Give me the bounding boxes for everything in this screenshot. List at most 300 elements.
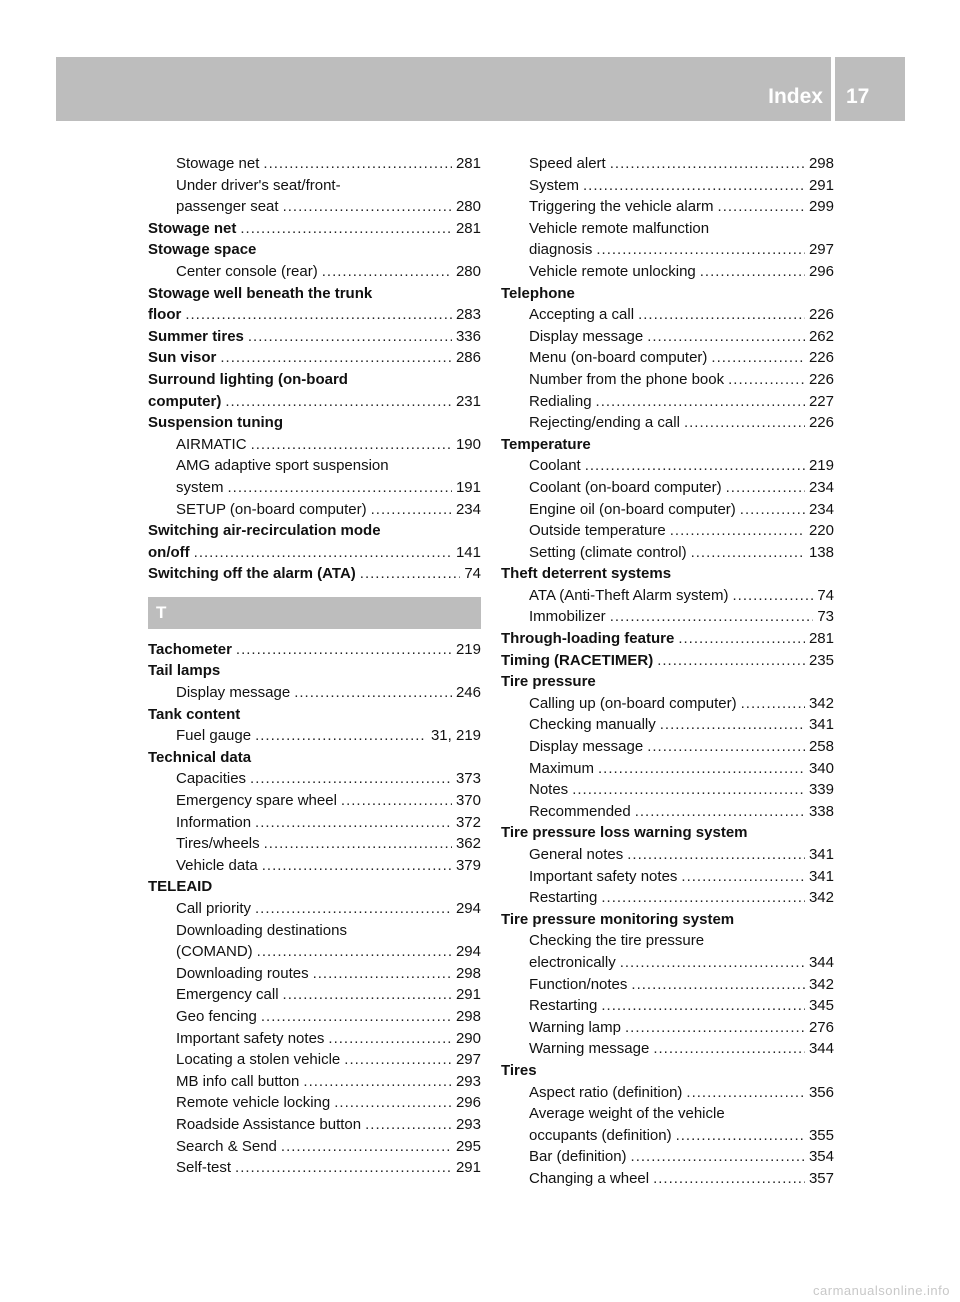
dot-leader [365,1114,452,1136]
page-reference-link[interactable]: 226 [808,414,834,432]
index-subentry[interactable] [148,833,481,855]
index-subentry[interactable] [148,1028,481,1050]
entry-label: Summer tires [148,327,244,345]
dot-leader [371,499,452,521]
index-entry[interactable] [148,639,481,661]
index-subentry[interactable] [501,801,834,823]
dot-leader [251,434,452,456]
index-subentry[interactable] [148,1136,481,1158]
dot-leader [686,1082,805,1104]
entry-label: Search & Send [176,1137,277,1155]
index-subentry[interactable] [148,196,481,218]
dot-leader [601,995,805,1017]
index-subentry[interactable] [501,520,834,542]
dot-leader [263,153,452,175]
index-subentry[interactable] [501,175,834,197]
dot-leader [334,1092,452,1114]
index-subentry[interactable] [148,1157,481,1179]
page-reference-link[interactable]: 141 [455,543,481,561]
entry-label: System [529,176,580,194]
page-reference-link[interactable]: 280 [455,262,481,280]
entry-label: Locating a stolen vehicle [176,1051,341,1069]
index-subentry[interactable] [501,369,834,391]
dot-leader [726,477,805,499]
page-reference-link[interactable]: 296 [455,1094,481,1112]
page-reference-link[interactable]: 298 [808,155,834,172]
dot-leader [647,326,805,348]
header-divider [831,57,835,121]
dot-leader [635,801,805,823]
index-entry[interactable] [148,218,481,240]
entry-label: Theft deterrent systems [501,565,672,583]
index-entry[interactable] [148,563,481,585]
entry-label: Tank content [148,705,241,723]
entry-label: Display message [176,684,291,702]
entry-label: Speed alert [529,155,606,172]
dot-leader [596,239,805,261]
page-reference-link[interactable]: 281 [808,630,834,648]
entry-label: on/off [148,543,190,561]
dot-leader [220,347,452,369]
index-entry [148,704,481,726]
page-reference-link[interactable]: 356 [808,1083,834,1101]
entry-label: Aspect ratio (definition) [529,1083,683,1101]
index-entry[interactable] [148,347,481,369]
index-entry [148,239,481,261]
page-reference-link[interactable]: 296 [808,262,834,280]
index-subentry[interactable] [148,153,481,175]
index-subentry[interactable] [501,304,834,326]
page-reference-link[interactable]: 355 [808,1126,834,1144]
index-subentry[interactable] [501,606,834,628]
page-reference-link[interactable]: 299 [808,198,834,216]
entry-label: Tires [501,1061,537,1079]
dot-leader [684,412,805,434]
entry-label: Switching air-recirculation mode [148,522,381,540]
page-reference-link[interactable]: 190 [455,435,481,453]
dot-leader [601,887,805,909]
index-entry [148,660,481,682]
page-reference-link[interactable]: 372 [455,813,481,831]
index-subentry[interactable] [148,812,481,834]
index-subentry[interactable] [501,391,834,413]
entry-label: Tail lamps [148,662,221,680]
page-reference-link[interactable]: 73 [817,608,834,626]
page-reference-link[interactable]: 293 [455,1072,481,1090]
index-subentry[interactable] [148,499,481,521]
entry-label: Triggering the vehicle alarm [529,198,714,216]
index-subentry[interactable] [148,941,481,963]
page-reference-link[interactable]: 226 [808,306,834,324]
entry-label: Checking the tire pressure [529,932,705,950]
index-entry [148,747,481,769]
dot-leader [653,1038,805,1060]
entry-label: Average weight of the vehicle [529,1105,725,1123]
dot-leader [360,563,461,585]
index-subentry[interactable] [148,768,481,790]
entry-label: Stowage net [148,219,237,237]
index-subentry[interactable] [501,779,834,801]
entry-label: Checking manually [529,716,656,734]
entry-label: Emergency spare wheel [176,792,337,810]
page-reference-link[interactable]: 297 [808,241,834,259]
page-reference-link[interactable]: 298 [455,1007,481,1025]
entry-label: Display message [529,327,644,345]
index-subentry[interactable] [501,736,834,758]
page-reference-link[interactable]: 276 [808,1018,834,1036]
dot-leader [660,714,805,736]
index-subentry[interactable] [148,682,481,704]
dot-leader [240,218,452,240]
index-subentry [501,930,834,952]
index-subentry[interactable] [501,887,834,909]
page-reference-link[interactable]: 246 [455,684,481,702]
dot-leader [322,261,452,283]
page-reference-link[interactable]: 231 [455,392,481,410]
index-subentry[interactable] [501,1017,834,1039]
index-entry[interactable] [501,628,834,650]
index-entry [501,909,834,931]
entry-label: Bar (definition) [529,1148,627,1166]
entry-label: Geo fencing [176,1007,257,1025]
page-reference-link[interactable]: 297 [455,1051,481,1069]
entry-label: Technical data [148,748,252,766]
index-entry [148,369,481,391]
dot-leader [264,833,452,855]
page-reference-link[interactable]: 354 [808,1148,834,1166]
entry-label: ATA (Anti-Theft Alarm system) [529,586,729,604]
page-reference-link[interactable]: 235 [808,651,834,669]
index-subentry[interactable] [501,412,834,434]
entry-label: Warning message [529,1040,650,1058]
index-entry [501,434,834,456]
entry-label: Vehicle remote unlocking [529,262,696,280]
page-reference-link[interactable]: 362 [455,835,481,853]
page-reference-link[interactable]: 379 [455,856,481,874]
page-reference-link[interactable]: 339 [808,781,834,799]
dot-leader [631,974,805,996]
index-entry[interactable] [148,391,481,413]
page-reference-link[interactable]: 74 [464,565,481,583]
entry-label: Restarting [529,997,598,1015]
page-reference-link[interactable]: 262 [808,327,834,345]
page-reference-link[interactable]: 191 [455,478,481,496]
dot-leader [676,1125,805,1147]
page-reference-link[interactable]: 290 [455,1029,481,1047]
index-subentry[interactable] [501,952,834,974]
page-reference-link[interactable]: 344 [808,953,834,971]
entry-label: Timing (RACETIMER) [501,651,654,669]
index-subentry[interactable] [501,326,834,348]
dot-leader [596,391,805,413]
index-subentry[interactable] [501,261,834,283]
page-reference-link[interactable]: 370 [455,792,481,810]
page-reference-link[interactable]: 291 [808,176,834,194]
entry-label: Through-loading feature [501,630,675,648]
page-reference-link[interactable]: 281 [455,219,481,237]
entry-label: Stowage well beneath the trunk [148,284,373,302]
dot-leader [255,725,427,747]
index-subentry[interactable] [148,790,481,812]
page-reference-link[interactable]: 341 [808,846,834,863]
entry-label: Switching off the alarm (ATA) [148,565,356,583]
index-subentry[interactable] [501,239,834,261]
entry-label: MB info call button [176,1072,300,1090]
dot-leader [250,768,452,790]
entry-label: Immobilizer [529,608,606,626]
entry-label: (COMAND) [176,943,253,961]
index-subentry[interactable] [501,153,834,175]
entry-label: Important safety notes [529,867,678,885]
entry-label: Restarting [529,889,598,907]
dot-leader [627,844,805,866]
entry-label: Vehicle remote malfunction [529,219,710,237]
dot-leader [638,304,805,326]
page-reference-link[interactable]: 234 [808,500,834,518]
index-subentry[interactable] [148,1049,481,1071]
index-subentry[interactable] [501,844,834,866]
page-reference-link[interactable]: 298 [455,964,481,982]
dot-leader [631,1146,805,1168]
index-subentry[interactable] [148,477,481,499]
index-entry [501,563,834,585]
dot-leader [261,1006,452,1028]
entry-label: Important safety notes [176,1029,325,1047]
index-entry[interactable] [148,542,481,564]
entry-label: Recommended [529,802,631,820]
entry-label: Number from the phone book [529,370,725,388]
dot-leader [740,499,805,521]
index-subentry[interactable] [148,261,481,283]
index-subentry[interactable] [501,995,834,1017]
index-subentry[interactable] [501,196,834,218]
index-entry[interactable] [148,304,481,326]
index-subentry[interactable] [148,963,481,985]
dot-leader [255,898,452,920]
entry-label: Tire pressure [501,673,596,691]
index-entry [148,283,481,305]
dot-leader [678,628,805,650]
entry-label: Calling up (on-board computer) [529,694,737,712]
page-reference-link[interactable]: 286 [455,349,481,367]
entry-label: Self-test [176,1159,232,1177]
index-subentry[interactable] [148,1006,481,1028]
dot-leader [647,736,805,758]
page-reference-link[interactable]: 280 [455,198,481,216]
index-subentry[interactable] [148,1071,481,1093]
dot-leader [583,175,805,197]
dot-leader [236,639,452,661]
page-reference-link[interactable]: 342 [808,975,834,993]
dot-leader [283,984,452,1006]
index-subentry[interactable] [148,1114,481,1136]
entry-label: General notes [529,846,624,863]
page-reference-link[interactable]: 227 [808,392,834,410]
page-reference-link[interactable]: 341 [808,716,834,734]
dot-leader [653,1168,805,1190]
entry-label: Coolant [529,457,581,475]
dot-leader [257,941,452,963]
page-reference-link[interactable]: 342 [808,889,834,907]
entry-label: Call priority [176,900,252,917]
entry-label: Stowage space [148,241,257,259]
index-subentry[interactable] [501,693,834,715]
dot-leader [294,682,452,704]
page-reference-link[interactable]: 295 [455,1137,481,1155]
index-subentry[interactable] [501,499,834,521]
index-subentry[interactable] [501,758,834,780]
index-subentry[interactable] [501,1168,834,1190]
index-entry [501,671,834,693]
index-subentry[interactable] [501,477,834,499]
entry-label: Downloading destinations [176,921,347,939]
dot-leader [711,347,805,369]
entry-label: Vehicle data [176,856,258,874]
index-subentry[interactable] [501,714,834,736]
entry-label: Suspension tuning [148,414,283,432]
index-subentry[interactable] [148,855,481,877]
index-subentry[interactable] [501,585,834,607]
page-reference-link[interactable]: 342 [808,694,834,712]
dot-leader [700,261,805,283]
page-reference-link[interactable]: 293 [455,1115,481,1133]
entry-label: Telephone [501,284,575,302]
entry-label: Warning lamp [529,1018,621,1036]
entry-label: Tire pressure loss warning system [501,824,748,842]
page-reference-link[interactable]: 226 [808,370,834,388]
index-entry[interactable] [148,326,481,348]
index-subentry[interactable] [148,984,481,1006]
dot-leader [657,650,805,672]
index-subentry [148,920,481,942]
index-subentry[interactable] [148,898,481,920]
entry-label: Menu (on-board computer) [529,349,708,367]
dot-leader [681,866,805,888]
page-reference-link[interactable]: 345 [808,997,834,1015]
index-entry [501,822,834,844]
index-subentry[interactable] [501,1146,834,1168]
index-subentry[interactable] [148,434,481,456]
page-reference-link[interactable]: 291 [455,1159,481,1177]
watermark: carmanualsonline.info [813,1283,950,1298]
index-subentry[interactable] [501,347,834,369]
dot-leader [185,304,452,326]
entry-label: Roadside Assistance button [176,1115,362,1133]
index-subentry[interactable] [501,866,834,888]
entry-label: computer) [148,392,222,410]
entry-label: Tire pressure monitoring system [501,910,735,928]
page-reference-link[interactable]: 338 [808,802,834,820]
page-reference-link[interactable]: 219 [455,640,481,658]
index-subentry[interactable] [148,1092,481,1114]
dot-leader [194,542,452,564]
page-reference-link[interactable]: 138 [808,543,834,561]
entry-label: Setting (climate control) [529,543,687,561]
dot-leader [248,326,452,348]
index-column-right [501,153,834,1190]
page-reference-link[interactable]: 31, 219 [430,727,481,745]
dot-leader [281,1136,452,1158]
page-reference-link[interactable]: 291 [455,986,481,1004]
entry-label: system [176,478,224,496]
page-reference-link[interactable]: 258 [808,738,834,756]
dot-leader [670,520,805,542]
entry-label: occupants (definition) [529,1126,672,1144]
entry-label: passenger seat [176,198,279,216]
entry-label: Capacities [176,770,247,788]
entry-label: Surround lighting (on-board [148,370,348,388]
page-reference-link[interactable]: 336 [455,327,481,345]
index-entry [148,520,481,542]
index-subentry[interactable] [501,455,834,477]
entry-label: Emergency call [176,986,279,1004]
dot-leader [718,196,805,218]
entry-label: Changing a wheel [529,1169,650,1187]
index-subentry[interactable] [501,1125,834,1147]
dot-leader [303,1071,452,1093]
entry-label: diagnosis [529,241,593,259]
page-reference-link[interactable]: 74 [817,586,834,604]
index-subentry[interactable] [148,725,481,747]
entry-label: Downloading routes [176,964,309,982]
dot-leader [585,455,805,477]
page-title: Index [768,85,823,108]
entry-label: TELEAID [148,878,213,896]
entry-label: AMG adaptive sport suspension [176,457,389,475]
dot-leader [732,585,813,607]
page-reference-link[interactable]: 219 [808,457,834,475]
page-reference-link[interactable]: 281 [455,155,481,172]
dot-leader [741,693,805,715]
index-subentry[interactable] [501,542,834,564]
entry-label: Remote vehicle locking [176,1094,331,1112]
page-reference-link[interactable]: 357 [808,1169,834,1187]
entry-label: Maximum [529,759,595,777]
index-entry[interactable] [501,650,834,672]
dot-leader [728,369,805,391]
dot-leader [344,1049,452,1071]
entry-label: Notes [529,781,569,799]
page-reference-link[interactable]: 220 [808,522,834,540]
page-reference-link[interactable]: 226 [808,349,834,367]
entry-label: Engine oil (on-board computer) [529,500,736,518]
index-subentry [148,175,481,197]
entry-label: Outside temperature [529,522,666,540]
page-reference-link[interactable]: 344 [808,1040,834,1058]
page-reference-link[interactable]: 283 [455,306,481,324]
page-reference-link[interactable]: 340 [808,759,834,777]
page-reference-link[interactable]: 234 [808,478,834,496]
index-entry [501,1060,834,1082]
index-subentry[interactable] [501,1082,834,1104]
entry-label: SETUP (on-board computer) [176,500,367,518]
entry-label: Coolant (on-board computer) [529,478,722,496]
page-reference-link[interactable]: 373 [455,770,481,788]
dot-leader [225,391,452,413]
index-subentry[interactable] [501,974,834,996]
entry-label: Function/notes [529,975,628,993]
index-subentry[interactable] [501,1038,834,1060]
entry-label: Tires/wheels [176,835,260,853]
page-reference-link[interactable]: 294 [455,943,481,961]
dot-leader [262,855,452,877]
page-reference-link[interactable]: 234 [455,500,481,518]
dot-leader [691,542,805,564]
dot-leader [572,779,805,801]
page-reference-link[interactable]: 294 [455,900,481,917]
entry-label: Information [176,813,252,831]
page-reference-link[interactable]: 341 [808,867,834,885]
